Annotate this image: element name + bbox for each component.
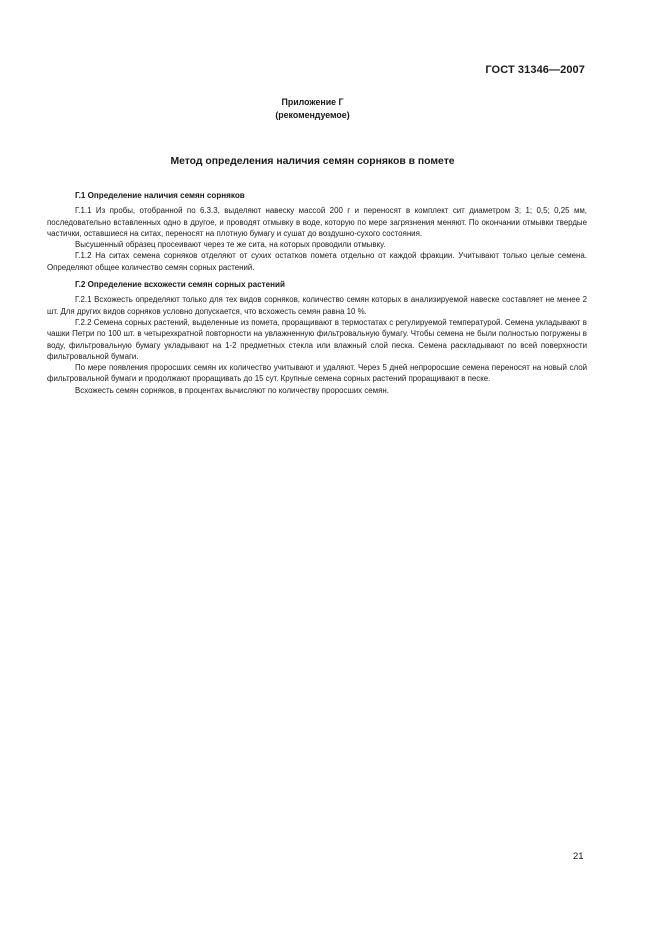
appendix-status: (рекомендуемое): [275, 109, 350, 120]
paragraph-g1-2: Г.1.2 На ситах семена сорняков отделяют от сухих остатков помета отдельно от каждой фракции. Учитывают только целые семена. Определяют общее количество семян сорных растений.: [47, 251, 587, 272]
paragraph-g2-2-count: По мере появления проросших семян их количество учитывают и удаляют. Через 5 дней непроросшие семена переносят на новый слой фильтровальной бумаги и продолжают проращивать до 15 сут. Крупные семена сорных растений проращивают в песке.: [47, 363, 587, 384]
paragraph-g2-1: Г.2.1 Всхожесть определяют только для тех видов сорняков, количество семян которых в анализируемой навеске составляет не менее 2 шт. Для других видов сорняков условно допускается, что всхожесть семян равна 10 %.: [47, 295, 587, 316]
appendix-title: Метод определения наличия семян сорняков в помете: [170, 156, 455, 167]
section-heading-g1: Г.1 Определение наличия семян сорняков: [75, 191, 245, 200]
document-code: ГОСТ 31346—2007: [485, 64, 585, 76]
paragraph-g2-2-germination: Всхожесть семян сорняков, в процентах вычисляют по количеству проросших семян.: [75, 385, 389, 395]
paragraph-g1-1: Г.1.1 Из пробы, отобранной по 6.3.3, выделяют навеску массой 200 г и переносят в комплект сит диаметром 3; 1; 0,5; 0,25 мм, последовательно вставленных одно в другое, и проводят отмывку в воде, которую по мере загрязнения меняют. По окончании отмывки твердые частички, оставшиеся на ситах, переносят на плотную бумагу и сушат до воздушно-сухого состояния.: [47, 206, 587, 238]
page-number: 21: [573, 851, 584, 862]
paragraph-g2-2: Г.2.2 Семена сорных растений, выделенные из помета, проращивают в термостатах с регулируемой температурой. Семена укладывают в чашки Петри по 100 шт. в четырехкратной повторности на увлажненную фильтровальную бумагу. Чтобы семена не были полностью погружены в воду, фильтровальную бумагу укладывают на 1-2 предметных стекла или влажный слой песка. Семена раскладывают по всей поверхности фильтровальной бумаги.: [47, 317, 587, 361]
document-body: [47, 190, 587, 396]
appendix-heading: [0, 96, 625, 121]
appendix-label: Приложение Г: [281, 97, 344, 107]
section-heading-g2: Г.2 Определение всхожести семян сорных растений: [75, 280, 285, 290]
paragraph-g1-1-sieve: Высушенный образец просеивают через те же сита, на которых проводили отмывку.: [75, 240, 386, 250]
